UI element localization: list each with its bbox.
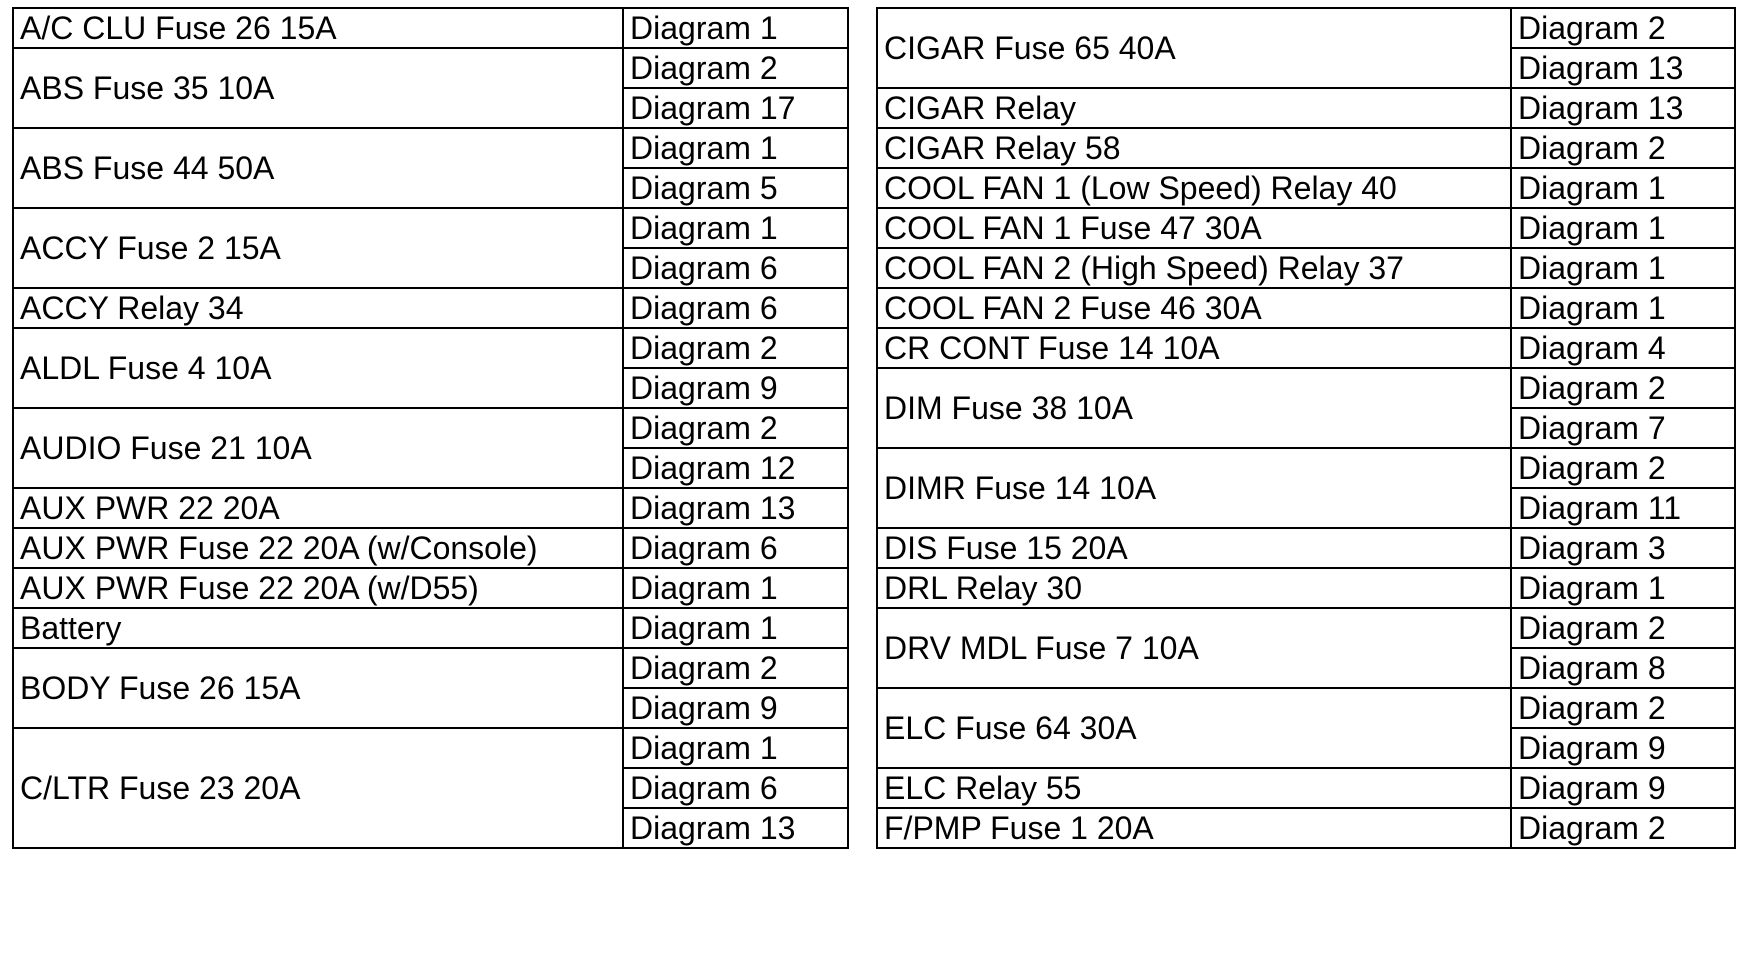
component-name: CIGAR Relay 58 [877, 128, 1511, 168]
diagram-reference: Diagram 1 [623, 728, 848, 768]
index-row [877, 208, 1735, 248]
index-row [877, 128, 1735, 168]
index-row [877, 608, 1735, 648]
index-row [877, 8, 1735, 48]
diagram-reference: Diagram 9 [623, 368, 848, 408]
diagram-reference: Diagram 13 [1511, 88, 1735, 128]
index-row [877, 448, 1735, 488]
diagram-reference: Diagram 9 [623, 688, 848, 728]
component-name: DRL Relay 30 [877, 568, 1511, 608]
diagram-reference: Diagram 1 [1511, 248, 1735, 288]
diagram-reference: Diagram 9 [1511, 728, 1735, 768]
diagram-reference: Diagram 1 [623, 8, 848, 48]
diagram-reference: Diagram 9 [1511, 768, 1735, 808]
diagram-reference: Diagram 1 [623, 608, 848, 648]
component-name: CIGAR Relay [877, 88, 1511, 128]
component-name: C/LTR Fuse 23 20A [13, 728, 623, 848]
index-row [877, 808, 1735, 848]
index-row [13, 128, 848, 168]
diagram-reference: Diagram 13 [1511, 48, 1735, 88]
diagram-reference: Diagram 4 [1511, 328, 1735, 368]
diagram-reference: Diagram 2 [623, 48, 848, 88]
index-row [13, 728, 848, 768]
diagram-reference: Diagram 2 [1511, 688, 1735, 728]
index-row [877, 88, 1735, 128]
diagram-reference: Diagram 12 [623, 448, 848, 488]
component-name: AUDIO Fuse 21 10A [13, 408, 623, 488]
index-row [13, 408, 848, 448]
diagram-reference: Diagram 1 [623, 208, 848, 248]
diagram-reference: Diagram 2 [1511, 608, 1735, 648]
index-row [877, 528, 1735, 568]
index-row [13, 568, 848, 608]
index-row [13, 608, 848, 648]
index-row [13, 208, 848, 248]
component-name: DIS Fuse 15 20A [877, 528, 1511, 568]
diagram-reference: Diagram 1 [623, 128, 848, 168]
component-name: COOL FAN 1 Fuse 47 30A [877, 208, 1511, 248]
diagram-reference: Diagram 13 [623, 808, 848, 848]
index-row [877, 328, 1735, 368]
diagram-reference: Diagram 1 [1511, 208, 1735, 248]
component-name: ACCY Relay 34 [13, 288, 623, 328]
index-row [13, 328, 848, 368]
component-name: CIGAR Fuse 65 40A [877, 8, 1511, 88]
component-name: DIM Fuse 38 10A [877, 368, 1511, 448]
diagram-reference: Diagram 1 [1511, 568, 1735, 608]
component-name: ABS Fuse 35 10A [13, 48, 623, 128]
index-row [877, 688, 1735, 728]
index-row [877, 368, 1735, 408]
diagram-reference: Diagram 1 [1511, 168, 1735, 208]
diagram-reference: Diagram 2 [1511, 368, 1735, 408]
left-index-body [13, 8, 848, 848]
component-name: ELC Fuse 64 30A [877, 688, 1511, 768]
diagram-reference: Diagram 17 [623, 88, 848, 128]
diagram-reference: Diagram 1 [1511, 288, 1735, 328]
index-row [877, 288, 1735, 328]
diagram-reference: Diagram 11 [1511, 488, 1735, 528]
left-index-table [12, 7, 849, 849]
diagram-reference: Diagram 2 [623, 328, 848, 368]
component-name: A/C CLU Fuse 26 15A [13, 8, 623, 48]
component-name: AUX PWR Fuse 22 20A (w/Console) [13, 528, 623, 568]
component-name: AUX PWR 22 20A [13, 488, 623, 528]
index-row [877, 248, 1735, 288]
diagram-reference: Diagram 1 [623, 568, 848, 608]
diagram-reference: Diagram 2 [1511, 448, 1735, 488]
component-name: Battery [13, 608, 623, 648]
diagram-reference: Diagram 6 [623, 248, 848, 288]
component-name: ACCY Fuse 2 15A [13, 208, 623, 288]
component-name: COOL FAN 1 (Low Speed) Relay 40 [877, 168, 1511, 208]
component-name: AUX PWR Fuse 22 20A (w/D55) [13, 568, 623, 608]
component-name: BODY Fuse 26 15A [13, 648, 623, 728]
component-name: COOL FAN 2 Fuse 46 30A [877, 288, 1511, 328]
index-row [877, 568, 1735, 608]
component-name: DIMR Fuse 14 10A [877, 448, 1511, 528]
right-index-table [876, 7, 1736, 849]
component-name: ELC Relay 55 [877, 768, 1511, 808]
component-name: ALDL Fuse 4 10A [13, 328, 623, 408]
diagram-reference: Diagram 3 [1511, 528, 1735, 568]
fuse-index-sheet [12, 7, 1732, 849]
diagram-reference: Diagram 2 [1511, 8, 1735, 48]
diagram-reference: Diagram 2 [1511, 808, 1735, 848]
index-row [13, 48, 848, 88]
diagram-reference: Diagram 2 [623, 648, 848, 688]
diagram-reference: Diagram 8 [1511, 648, 1735, 688]
index-row [13, 528, 848, 568]
index-row [13, 488, 848, 528]
index-row [877, 168, 1735, 208]
component-name: COOL FAN 2 (High Speed) Relay 37 [877, 248, 1511, 288]
diagram-reference: Diagram 6 [623, 768, 848, 808]
diagram-reference: Diagram 2 [1511, 128, 1735, 168]
component-name: DRV MDL Fuse 7 10A [877, 608, 1511, 688]
index-row [13, 288, 848, 328]
right-index-body [877, 8, 1735, 848]
diagram-reference: Diagram 7 [1511, 408, 1735, 448]
diagram-reference: Diagram 6 [623, 288, 848, 328]
index-row [13, 8, 848, 48]
index-row [13, 648, 848, 688]
diagram-reference: Diagram 2 [623, 408, 848, 448]
component-name: F/PMP Fuse 1 20A [877, 808, 1511, 848]
diagram-reference: Diagram 13 [623, 488, 848, 528]
index-row [877, 768, 1735, 808]
diagram-reference: Diagram 5 [623, 168, 848, 208]
component-name: CR CONT Fuse 14 10A [877, 328, 1511, 368]
diagram-reference: Diagram 6 [623, 528, 848, 568]
component-name: ABS Fuse 44 50A [13, 128, 623, 208]
